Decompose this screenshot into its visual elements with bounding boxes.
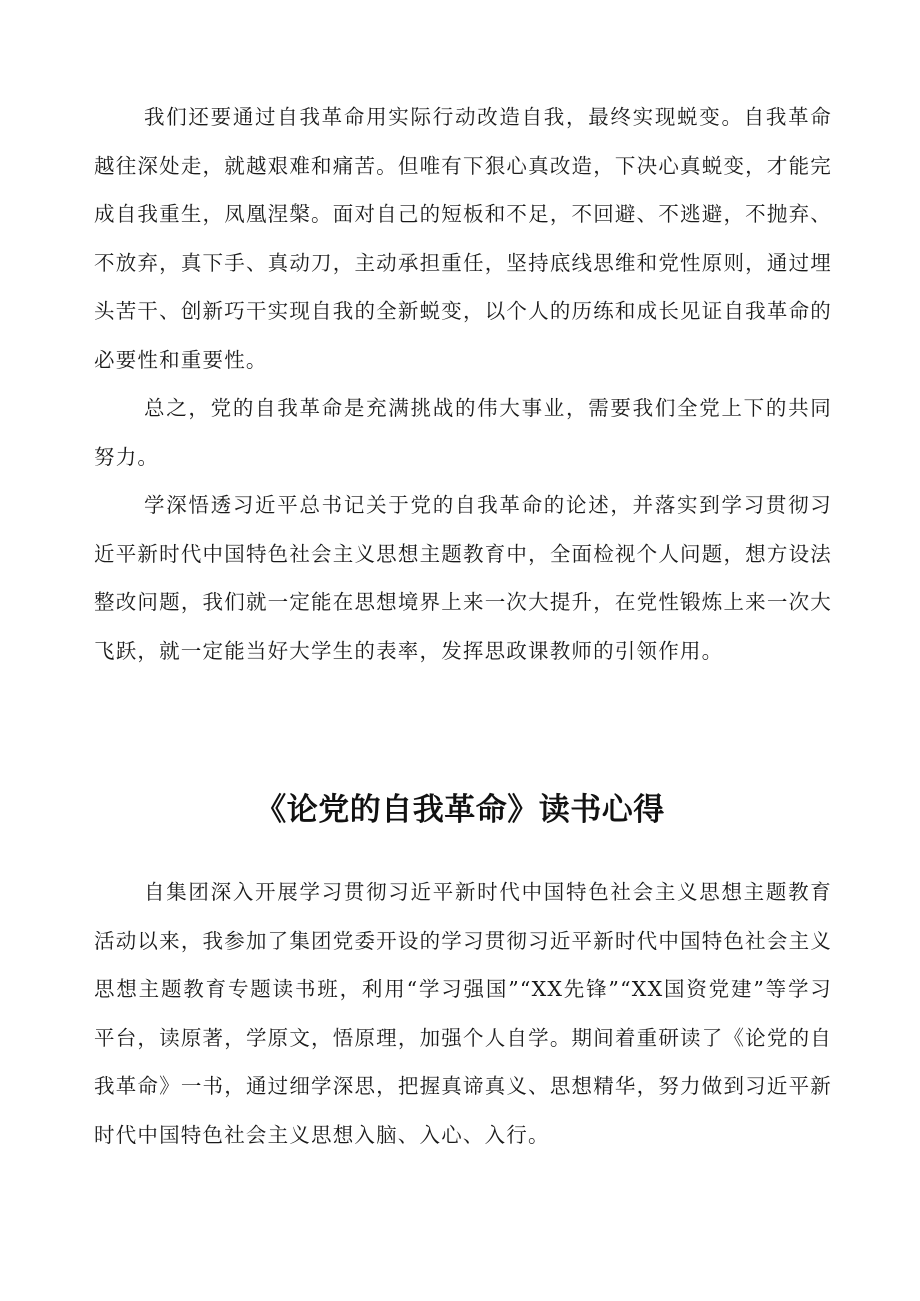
body-paragraph-3: 学深悟透习近平总书记关于党的自我革命的论述，并落实到学习贯彻习近平新时代中国特色社会主义思想主题教育中，全面检视个人问题，想方设法整改问题，我们就一定能在思想境界上来一次大提升，在党性锻炼上来一次大飞跃，就一定能当好大学生的表率，发挥思政课教师的引领作用。: [94, 493, 832, 663]
body-paragraph-2: 总之，党的自我革命是充满挑战的伟大事业，需要我们全党上下的共同努力。: [94, 396, 832, 469]
section-title: 《论党的自我革命》读书心得: [255, 792, 665, 828]
body-paragraph-1: 我们还要通过自我革命用实际行动改造自我，最终实现蜕变。自我革命越往深处走，就越艰难和痛苦。但唯有下狠心真改造，下决心真蜕变，才能完成自我重生，凤凰涅槃。面对自己的短板和不足，不回避、不逃避，不抛弃、不放弃，真下手、真动刀，主动承担重任，坚持底线思维和党性原则，通过埋头苦干、创新巧干实现自我的全新蜕变，以个人的历练和成长见证自我革命的必要性和重要性。: [94, 105, 832, 372]
body-paragraph-4: 自集团深入开展学习贯彻习近平新时代中国特色社会主义思想主题教育活动以来，我参加了集团党委开设的学习贯彻习近平新时代中国特色社会主义思想主题教育专题读书班，利用“学习强国”“XX先锋”“XX国资党建”等学习平台，读原著，学原文，悟原理，加强个人自学。期间着重研读了《论党的自我革命》一书，通过细学深思，把握真谛真义、思想精华，努力做到习近平新时代中国特色社会主义思想入脑、入心、入行。: [94, 880, 832, 1147]
